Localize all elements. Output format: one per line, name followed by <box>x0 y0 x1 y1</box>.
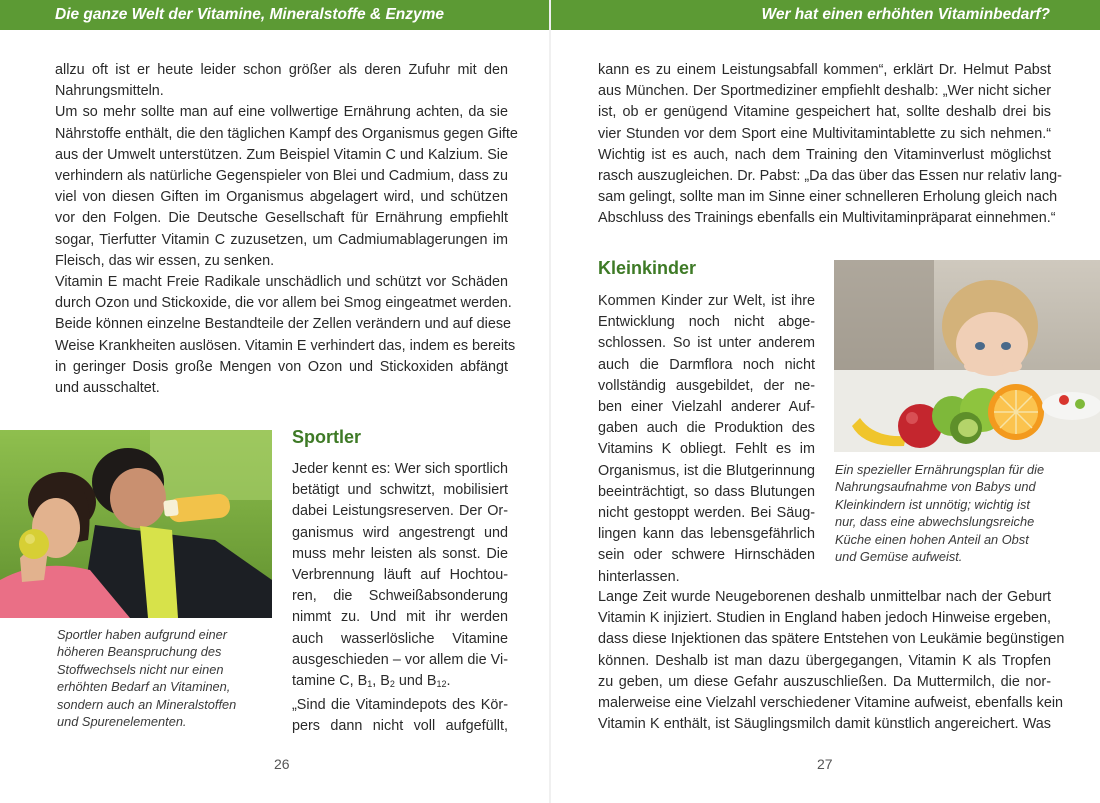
text-line: Verbrennung läuft auf Hochtou- <box>292 567 508 584</box>
text-line: rasch auszugleichen. Dr. Pabst: „Da das über das Essen nur relativ lang- <box>598 168 1062 185</box>
athletes-drinking-eating-image <box>0 430 272 618</box>
text-line: Lange Zeit wurde Neugeborenen deshalb unmittelbar nach der Geburt <box>598 589 1051 605</box>
text-line: Vitamins K obliegt. Fehlt es im <box>598 441 815 458</box>
text-line: Entwicklung noch nicht abge- <box>598 314 815 331</box>
text-line: nicht gestoppt werden. Bei Säug- <box>598 505 815 522</box>
caption-line: Nahrungsaufnahme von Babys und <box>835 479 1036 495</box>
text-line: ist, ob er genügend Vitamine gespeichert hat, sollte deshalb drei bis <box>598 104 1051 121</box>
text-line: schlossen. So ist unter anderem <box>598 335 815 352</box>
text-line: Vitamin K injiziert. Studien in England haben jedoch Hinweise ergeben, <box>598 610 1051 627</box>
caption-line: höheren Beanspruchung des <box>57 644 222 660</box>
left-running-header: Die ganze Welt der Vitamine, Mineralstoffe & Enzyme <box>0 0 549 30</box>
text-line: ren, die Schweißabsonderung <box>292 588 508 605</box>
caption-line: Ein spezieller Ernährungsplan für die <box>835 462 1045 477</box>
child-with-fruit-image <box>834 260 1100 452</box>
text-line: in geringer Dosis große Mengen von Ozon und Stickoxiden abfängt <box>55 358 508 375</box>
text-line: hinterlassen. <box>598 568 680 585</box>
text-line: Fleisch, das wir essen, zu senken. <box>55 252 275 269</box>
text-line: betätigt und schwitzt, mobilisiert <box>292 482 508 499</box>
text-line: durch Ozon und Stickoxide, die vor allem bei Smog eingeatmet werden. <box>55 295 512 312</box>
right-intro-text <box>598 60 1062 230</box>
left-page <box>0 0 549 803</box>
text-line: ganismus wird angestrengt und <box>292 524 508 541</box>
caption-line: erhöhten Bedarf an Vitaminen, <box>57 679 231 695</box>
text-line: Vitamin E macht Freie Radikale unschädlich und schützt vor Schäden <box>55 274 508 291</box>
text-line: lingen kann das lebensgefährlich <box>598 526 815 543</box>
caption-line: sondern auch an Mineralstoffen <box>57 696 237 712</box>
caption-line: und Gemüse aufweist. <box>835 549 963 565</box>
kleinkinder-caption <box>835 461 1071 565</box>
text-line: vor den Folgen. Die Deutsche Gesellschaft für Ernährung empfiehlt <box>55 210 508 227</box>
sportler-photo <box>0 430 272 618</box>
text-line: Um so mehr sollte man auf eine vollwertige Ernährung achten, da sie <box>55 104 508 121</box>
text-line: auch wasserlösliche Vitamine <box>292 630 508 647</box>
text-line: Vitamin K enthält, ist Säuglingsmilch damit künstlich angereichert. Was <box>598 716 1051 733</box>
text-line: sam gelingt, sollte man im Sinne einer schnelleren Erholung gleich nach <box>598 189 1058 206</box>
text-line: Nahrungsmitteln. <box>55 83 164 100</box>
sportler-body-text <box>292 459 508 738</box>
text-line: Organismus, ist die Blutgerinnung <box>598 462 815 479</box>
text-line: Kommen Kinder zur Welt, ist ihre <box>598 293 815 309</box>
right-body-text <box>598 587 1065 735</box>
text-line: Wichtig ist es auch, nach dem Training den Vitaminverlust möglichst <box>598 146 1051 163</box>
text-line: kann es zu einem Leistungsabfall kommen“, erklärt Dr. Helmut Pabst <box>598 62 1051 78</box>
page-number-right: 27 <box>817 756 833 772</box>
text-line: aus der Umwelt unterstützen. Zum Beispiel Vitamin C und Kalzium. Sie <box>55 146 508 163</box>
text-line: allzu oft ist er heute leider schon größer als deren Zufuhr mit den <box>55 62 508 78</box>
kleinkinder-column-text <box>598 291 815 588</box>
caption-line: Sportler haben aufgrund einer <box>57 627 228 642</box>
right-running-header: Wer hat einen erhöhten Vitaminbedarf? <box>551 0 1100 30</box>
text-line: auch die Darmflora noch nicht <box>598 356 815 373</box>
kleinkinder-photo <box>834 260 1100 452</box>
text-line: Abschluss des Trainings ebenfalls ein Multivitaminpräparat einnehmen.“ <box>598 210 1056 227</box>
text-line: muss mehr leisten als sonst. Die <box>292 545 508 562</box>
text-line: dass diese Injektionen das spätere Entstehen von Leukämie begünstigen <box>598 631 1065 648</box>
text-line: sogar, Tierfutter Vitamin C zuzusetzen, um Cadmiumablagerungen im <box>55 231 508 248</box>
caption-line: und Spurenelementen. <box>57 714 187 730</box>
sportler-caption <box>57 626 267 730</box>
text-line: sein oder schwere Hirnschäden <box>598 547 815 564</box>
text-line: Nährstoffe enthält, die den täglichen Kampf des Organismus gegen Gifte <box>55 125 518 142</box>
caption-line: Küche einen hohen Anteil an Obst <box>835 531 1029 547</box>
text-line: Beide können einzelne Bestandteile der Zellen verändern und auf diese <box>55 316 512 333</box>
sportler-heading: Sportler <box>292 427 362 447</box>
text-line: viel von diesen Giften im Organismus abgelagert wird, und schützen <box>55 189 508 206</box>
page-number-left: 26 <box>274 756 290 772</box>
text-line: ben einer Vielzahl anderer Auf- <box>598 399 815 416</box>
text-line: malerweise eine Vielzahl verschiedener Vitamine aufweist, ebenfalls kein <box>598 695 1064 712</box>
text-line: können. Deshalb ist man dazu übergegangen, Vitamin K als Tropfen <box>598 652 1051 669</box>
text-line: gaben auch die Produktion des <box>598 420 815 437</box>
text-line: beeinträchtigt, so dass Blutungen <box>598 483 815 500</box>
text-line: zu geben, um diese Gefahr auszuschließen. Da Muttermilch, die nor- <box>598 673 1051 690</box>
right-page <box>551 0 1100 803</box>
text-line: Jeder kennt es: Wer sich sportlich <box>292 461 508 477</box>
caption-line: Stoffwechsels nicht nur einen <box>57 661 224 677</box>
text-line: vollständig ausgebildet, der ne- <box>598 377 815 394</box>
text-line: ausgeschieden – vor allem die Vi- <box>292 651 508 668</box>
left-intro-text <box>55 60 518 399</box>
vitamin-line: tamine C, $B_1$, $B_2$ und $B_{12}$. <box>292 673 451 690</box>
text-line: vier Stunden vor dem Sport eine Multivitamintablette zu sich nehmen.“ <box>598 125 1051 142</box>
text-line: dabei Leistungsreserven. Der Or- <box>292 503 508 520</box>
text-line: aus München. Der Sportmediziner empfiehlt deshalb: „Wer nicht sicher <box>598 83 1051 100</box>
text-line: pers dann nicht voll aufgefüllt, <box>292 718 508 735</box>
text-line: nimmt zu. Und mit ihr werden <box>292 609 508 626</box>
text-line: Weise Krankheiten auslösen. Vitamin E verhindert das, indem es bereits <box>55 337 516 354</box>
text-line: verhindern als natürliche Gegenspieler von Blei und Cadmium, dass zu <box>55 168 508 185</box>
text-line: „Sind die Vitamindepots des Kör- <box>292 697 508 714</box>
text-line: und ausschaltet. <box>55 380 160 397</box>
caption-line: nur, dass eine abwechslungsreiche <box>835 514 1035 530</box>
caption-line: Kleinkindern ist unnötig; wichtig ist <box>835 496 1030 512</box>
kleinkinder-heading: Kleinkinder <box>598 258 697 278</box>
